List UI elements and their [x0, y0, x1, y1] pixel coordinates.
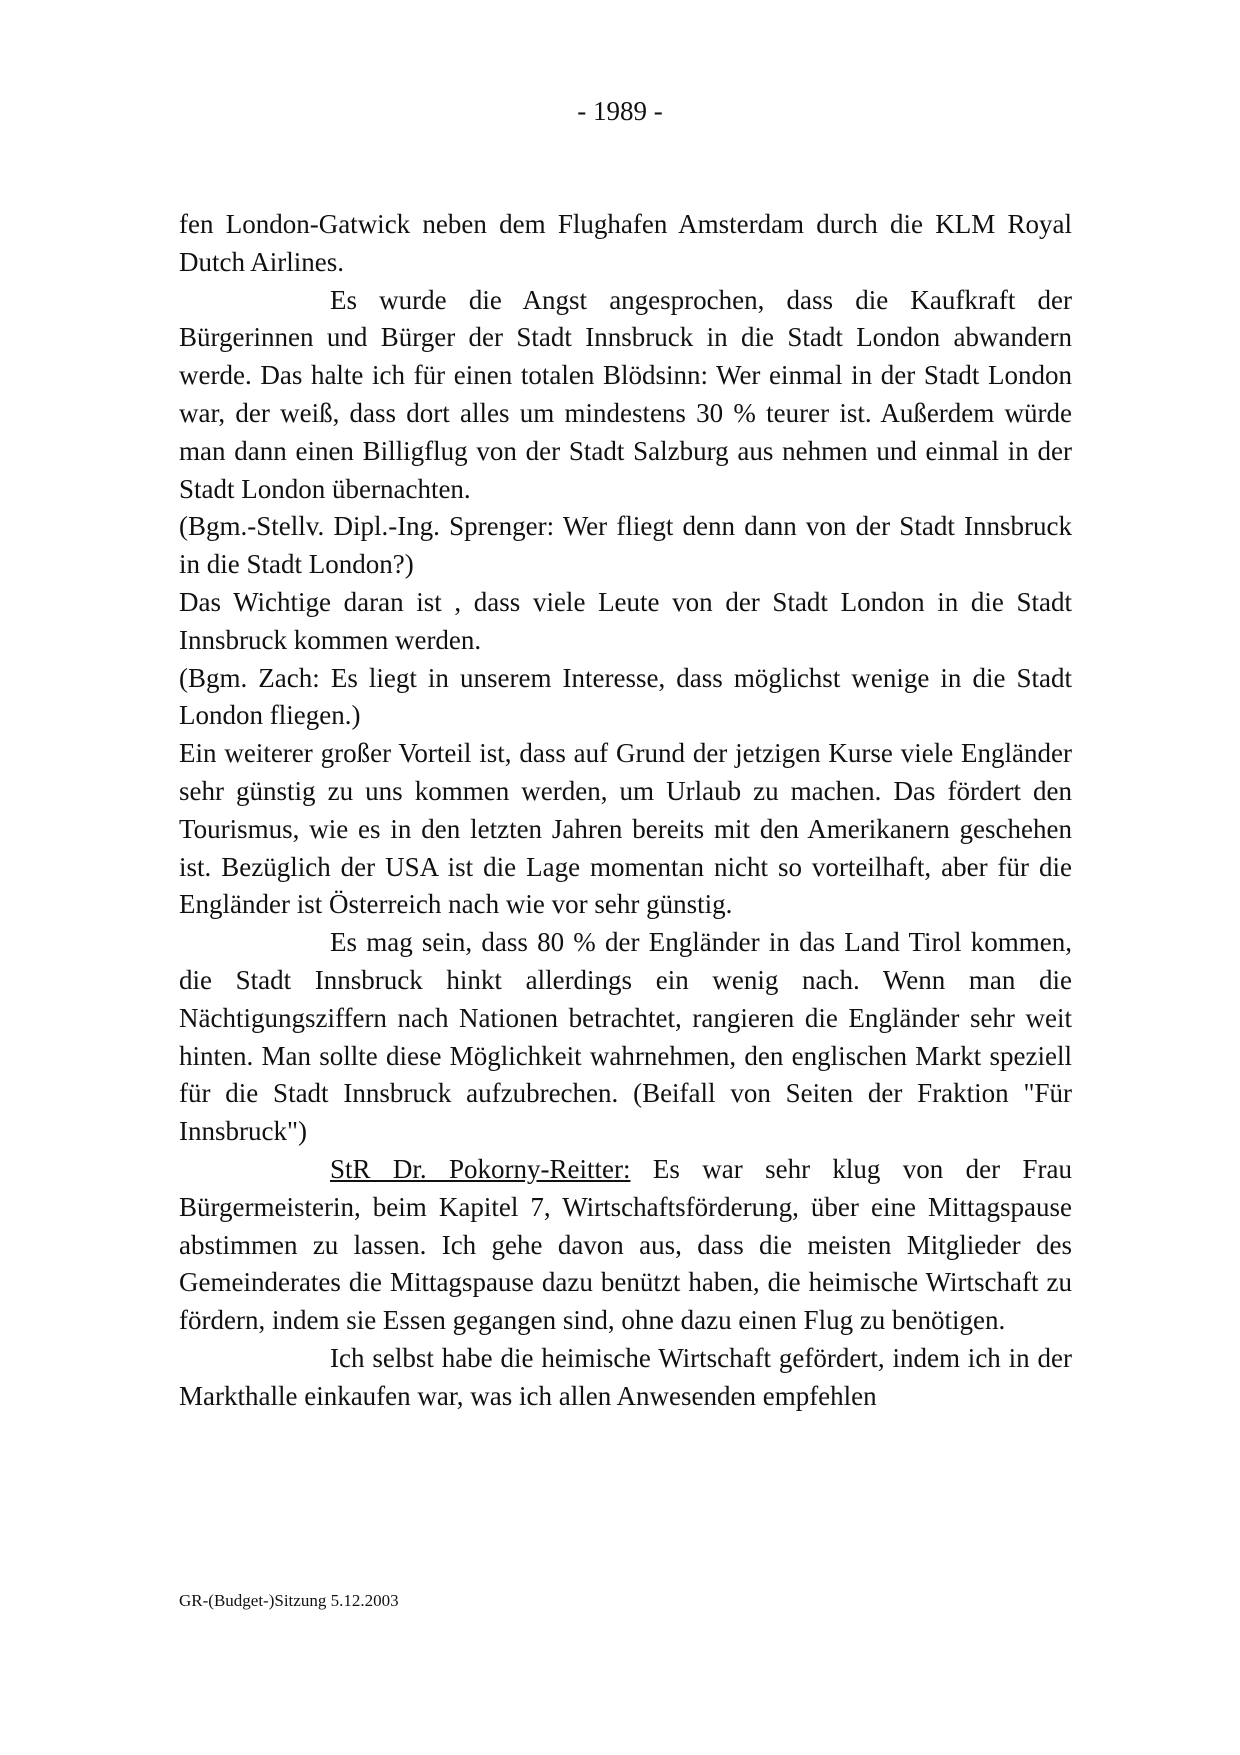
- interjection-zach: (Bgm. Zach: Es liegt in unserem Interesse, dass möglichst wenige in die Stadt London fliegen.): [179, 662, 1072, 731]
- footer-session-label: GR-(Budget-)Sitzung 5.12.2003: [179, 1591, 399, 1610]
- paragraph-7: Es mag sein, dass 80 % der Engländer in das Land Tirol kommen, die Stadt Innsbruck hinkt allerdings ein wenig nach. Wenn man die Nächtigungsziffern nach Nationen betrachtet, rangieren die Engländer sehr weit hinten. Man sollte diese Möglichkeit wahrnehmen, den englischen Markt speziell für die Stadt Innsbruck aufzubrechen. (Beifall von Seiten der Fraktion "Für Innsbruck"): [179, 927, 1072, 1147]
- speech-text: Es war sehr klug von der Frau Bürgermeisterin, beim Kapitel 7, Wirtschaftsförderung, über eine Mittagspause abstimmen zu lassen. Ich gehe davon aus, dass die meisten Mitglieder des Gemeinderates die Mittagspause dazu benützt haben, die heimische Wirtschaft zu fördern, indem sie Essen gegangen sind, ohne dazu einen Flug zu benötigen.: [179, 1153, 1073, 1336]
- protocol-text: [179, 206, 1072, 1416]
- speaker-name: StR Dr. Pokorny-Reitter:: [330, 1153, 631, 1184]
- paragraph-9: Ich selbst habe die heimische Wirtschaft gefördert, indem ich in der Markthalle einkaufen war, was ich allen Anwesenden empfehlen: [179, 1342, 1072, 1411]
- paragraph-4: Das Wichtige daran ist , dass viele Leute von der Stadt London in die Stadt Innsbruck kommen werden.: [179, 586, 1072, 655]
- paragraph-6: Ein weiterer großer Vorteil ist, dass auf Grund der jetzigen Kurse viele Engländer sehr günstig zu uns kommen werden, um Urlaub zu machen. Das fördert den Tourismus, wie es in den letzten Jahren bereits mit den Amerikanern geschehen ist. Bezüglich der USA ist die Lage momentan nicht so vorteilhaft, aber für die Engländer ist Österreich nach wie vor sehr günstig.: [179, 738, 1072, 920]
- paragraph-1: fen London-Gatwick neben dem Flughafen Amsterdam durch die KLM Royal Dutch Airlines.: [179, 209, 1072, 277]
- interjection-sprenger: (Bgm.-Stellv. Dipl.-Ing. Sprenger: Wer fliegt denn dann von der Stadt Innsbruck in die Stadt London?): [179, 511, 1072, 580]
- page-number: - 1989 -: [577, 96, 663, 126]
- paragraph-8: [179, 1151, 1072, 1340]
- paragraph-2: Es wurde die Angst angesprochen, dass die Kaufkraft der Bürgerinnen und Bürger der Stadt Innsbruck in die Stadt London abwandern werde. Das halte ich für einen totalen Blödsinn: Wer einmal in der Stadt London war, der weiß, dass dort alles um mindestens 30 % teurer ist. Außerdem würde man dann einen Billigflug von der Stadt Salzburg aus nehmen und einmal in der Stadt London übernachten.: [179, 284, 1072, 504]
